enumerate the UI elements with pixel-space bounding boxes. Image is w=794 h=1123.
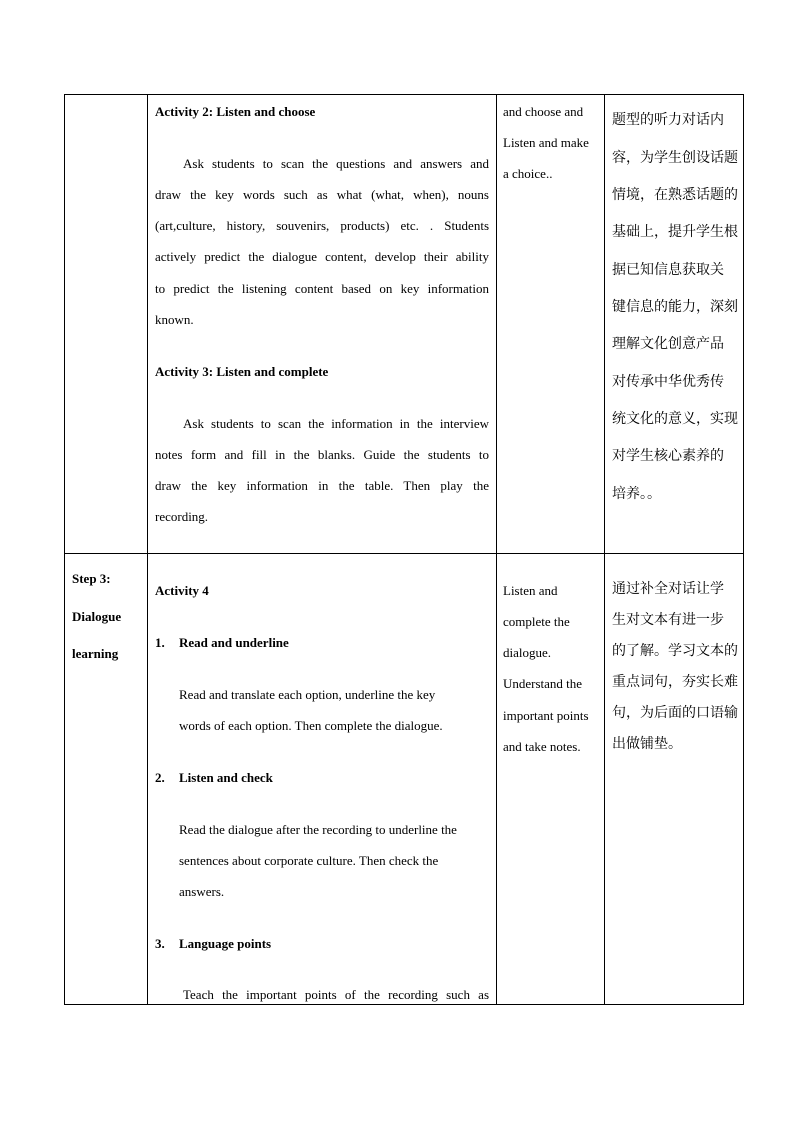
step-label: Dialogue bbox=[72, 609, 122, 624]
paragraph-line: (art,culture, history, souvenirs, products) etc. . Students bbox=[155, 218, 489, 233]
list-number: 1. bbox=[155, 635, 165, 650]
step-cell bbox=[65, 554, 148, 1005]
purpose-line: 题型的听力对话内 bbox=[612, 112, 724, 128]
purpose-line: 理解文化创意产品 bbox=[612, 336, 724, 352]
table-row bbox=[65, 95, 744, 554]
paragraph-line: words of each option. Then complete the dialogue. bbox=[179, 718, 443, 733]
student-line: a choice.. bbox=[503, 166, 553, 181]
student-line: Listen and make bbox=[503, 135, 589, 150]
paragraph-line: Ask students to scan the questions and answers and bbox=[183, 156, 489, 171]
teacher-activity-cell bbox=[148, 95, 497, 554]
purpose-cell bbox=[605, 554, 744, 1005]
list-number: 3. bbox=[155, 936, 165, 951]
student-activity-cell bbox=[497, 554, 605, 1005]
purpose-line: 基础上，提升学生根 bbox=[612, 224, 738, 240]
purpose-line: 键信息的能力，深刻 bbox=[612, 299, 738, 315]
paragraph-line: notes form and fill in the blanks. Guide the students to bbox=[155, 447, 489, 462]
lesson-plan-table bbox=[64, 94, 744, 1005]
paragraph-line: recording. bbox=[155, 509, 209, 524]
purpose-line: 通过补全对话让学 bbox=[612, 581, 724, 597]
step-label: Step 3: bbox=[72, 571, 111, 586]
student-line: important points bbox=[503, 708, 589, 723]
paragraph-line: sentences about corporate culture. Then check the bbox=[179, 853, 439, 868]
student-line: complete the bbox=[503, 614, 570, 629]
step-label: learning bbox=[72, 646, 119, 661]
student-line: and choose and bbox=[503, 104, 584, 119]
purpose-line: 统文化的意义，实现 bbox=[612, 411, 738, 427]
paragraph-line: known. bbox=[155, 312, 194, 327]
student-line: and take notes. bbox=[503, 739, 581, 754]
student-activity-cell bbox=[497, 95, 605, 554]
list-number: 2. bbox=[155, 770, 165, 785]
activity-2-heading: Activity 2: Listen and choose bbox=[155, 104, 316, 119]
purpose-line: 情境，在熟悉话题的 bbox=[612, 187, 738, 203]
table-row bbox=[65, 554, 744, 1005]
activity-3-heading: Activity 3: Listen and complete bbox=[155, 364, 329, 379]
paragraph-line: Read and translate each option, underline the key bbox=[179, 687, 436, 702]
teacher-activity-cell bbox=[148, 554, 497, 1005]
paragraph-line: Ask students to scan the information in the interview bbox=[183, 416, 489, 431]
step-cell bbox=[65, 95, 148, 554]
purpose-line: 出做铺垫。 bbox=[612, 736, 682, 752]
purpose-line: 对学生核心素养的 bbox=[612, 448, 724, 464]
purpose-line: 重点词句，夯实长难 bbox=[612, 674, 738, 690]
list-item-title: Read and underline bbox=[179, 635, 289, 650]
paragraph-line: draw the key words such as what (what, when), nouns bbox=[155, 187, 489, 202]
student-line: Understand the bbox=[503, 676, 583, 691]
paragraph-line: Read the dialogue after the recording to underline the bbox=[179, 822, 457, 837]
paragraph-line: Teach the important points of the recording such as bbox=[183, 987, 489, 1002]
list-item-title: Listen and check bbox=[179, 770, 273, 785]
purpose-line: 的了解。学习文本的 bbox=[612, 643, 738, 659]
list-item-title: Language points bbox=[179, 936, 272, 951]
paragraph-line: to predict the listening content based on key information bbox=[155, 281, 489, 296]
paragraph-line: draw the key information in the table. Then play the bbox=[155, 478, 489, 493]
purpose-cell bbox=[605, 95, 744, 554]
paragraph-line: actively predict the dialogue content, develop their ability bbox=[155, 249, 489, 264]
purpose-line: 据已知信息获取关 bbox=[612, 262, 724, 278]
student-line: dialogue. bbox=[503, 645, 552, 660]
student-line: Listen and bbox=[503, 583, 558, 598]
purpose-line: 句，为后面的口语输 bbox=[612, 705, 738, 721]
activity-4-heading: Activity 4 bbox=[155, 583, 209, 598]
paragraph-line: answers. bbox=[179, 884, 225, 899]
purpose-line: 生对文本有进一步 bbox=[612, 612, 724, 628]
purpose-line: 对传承中华优秀传 bbox=[612, 374, 724, 390]
purpose-line: 容，为学生创设话题 bbox=[612, 150, 738, 166]
purpose-line: 培养。。 bbox=[612, 486, 661, 502]
